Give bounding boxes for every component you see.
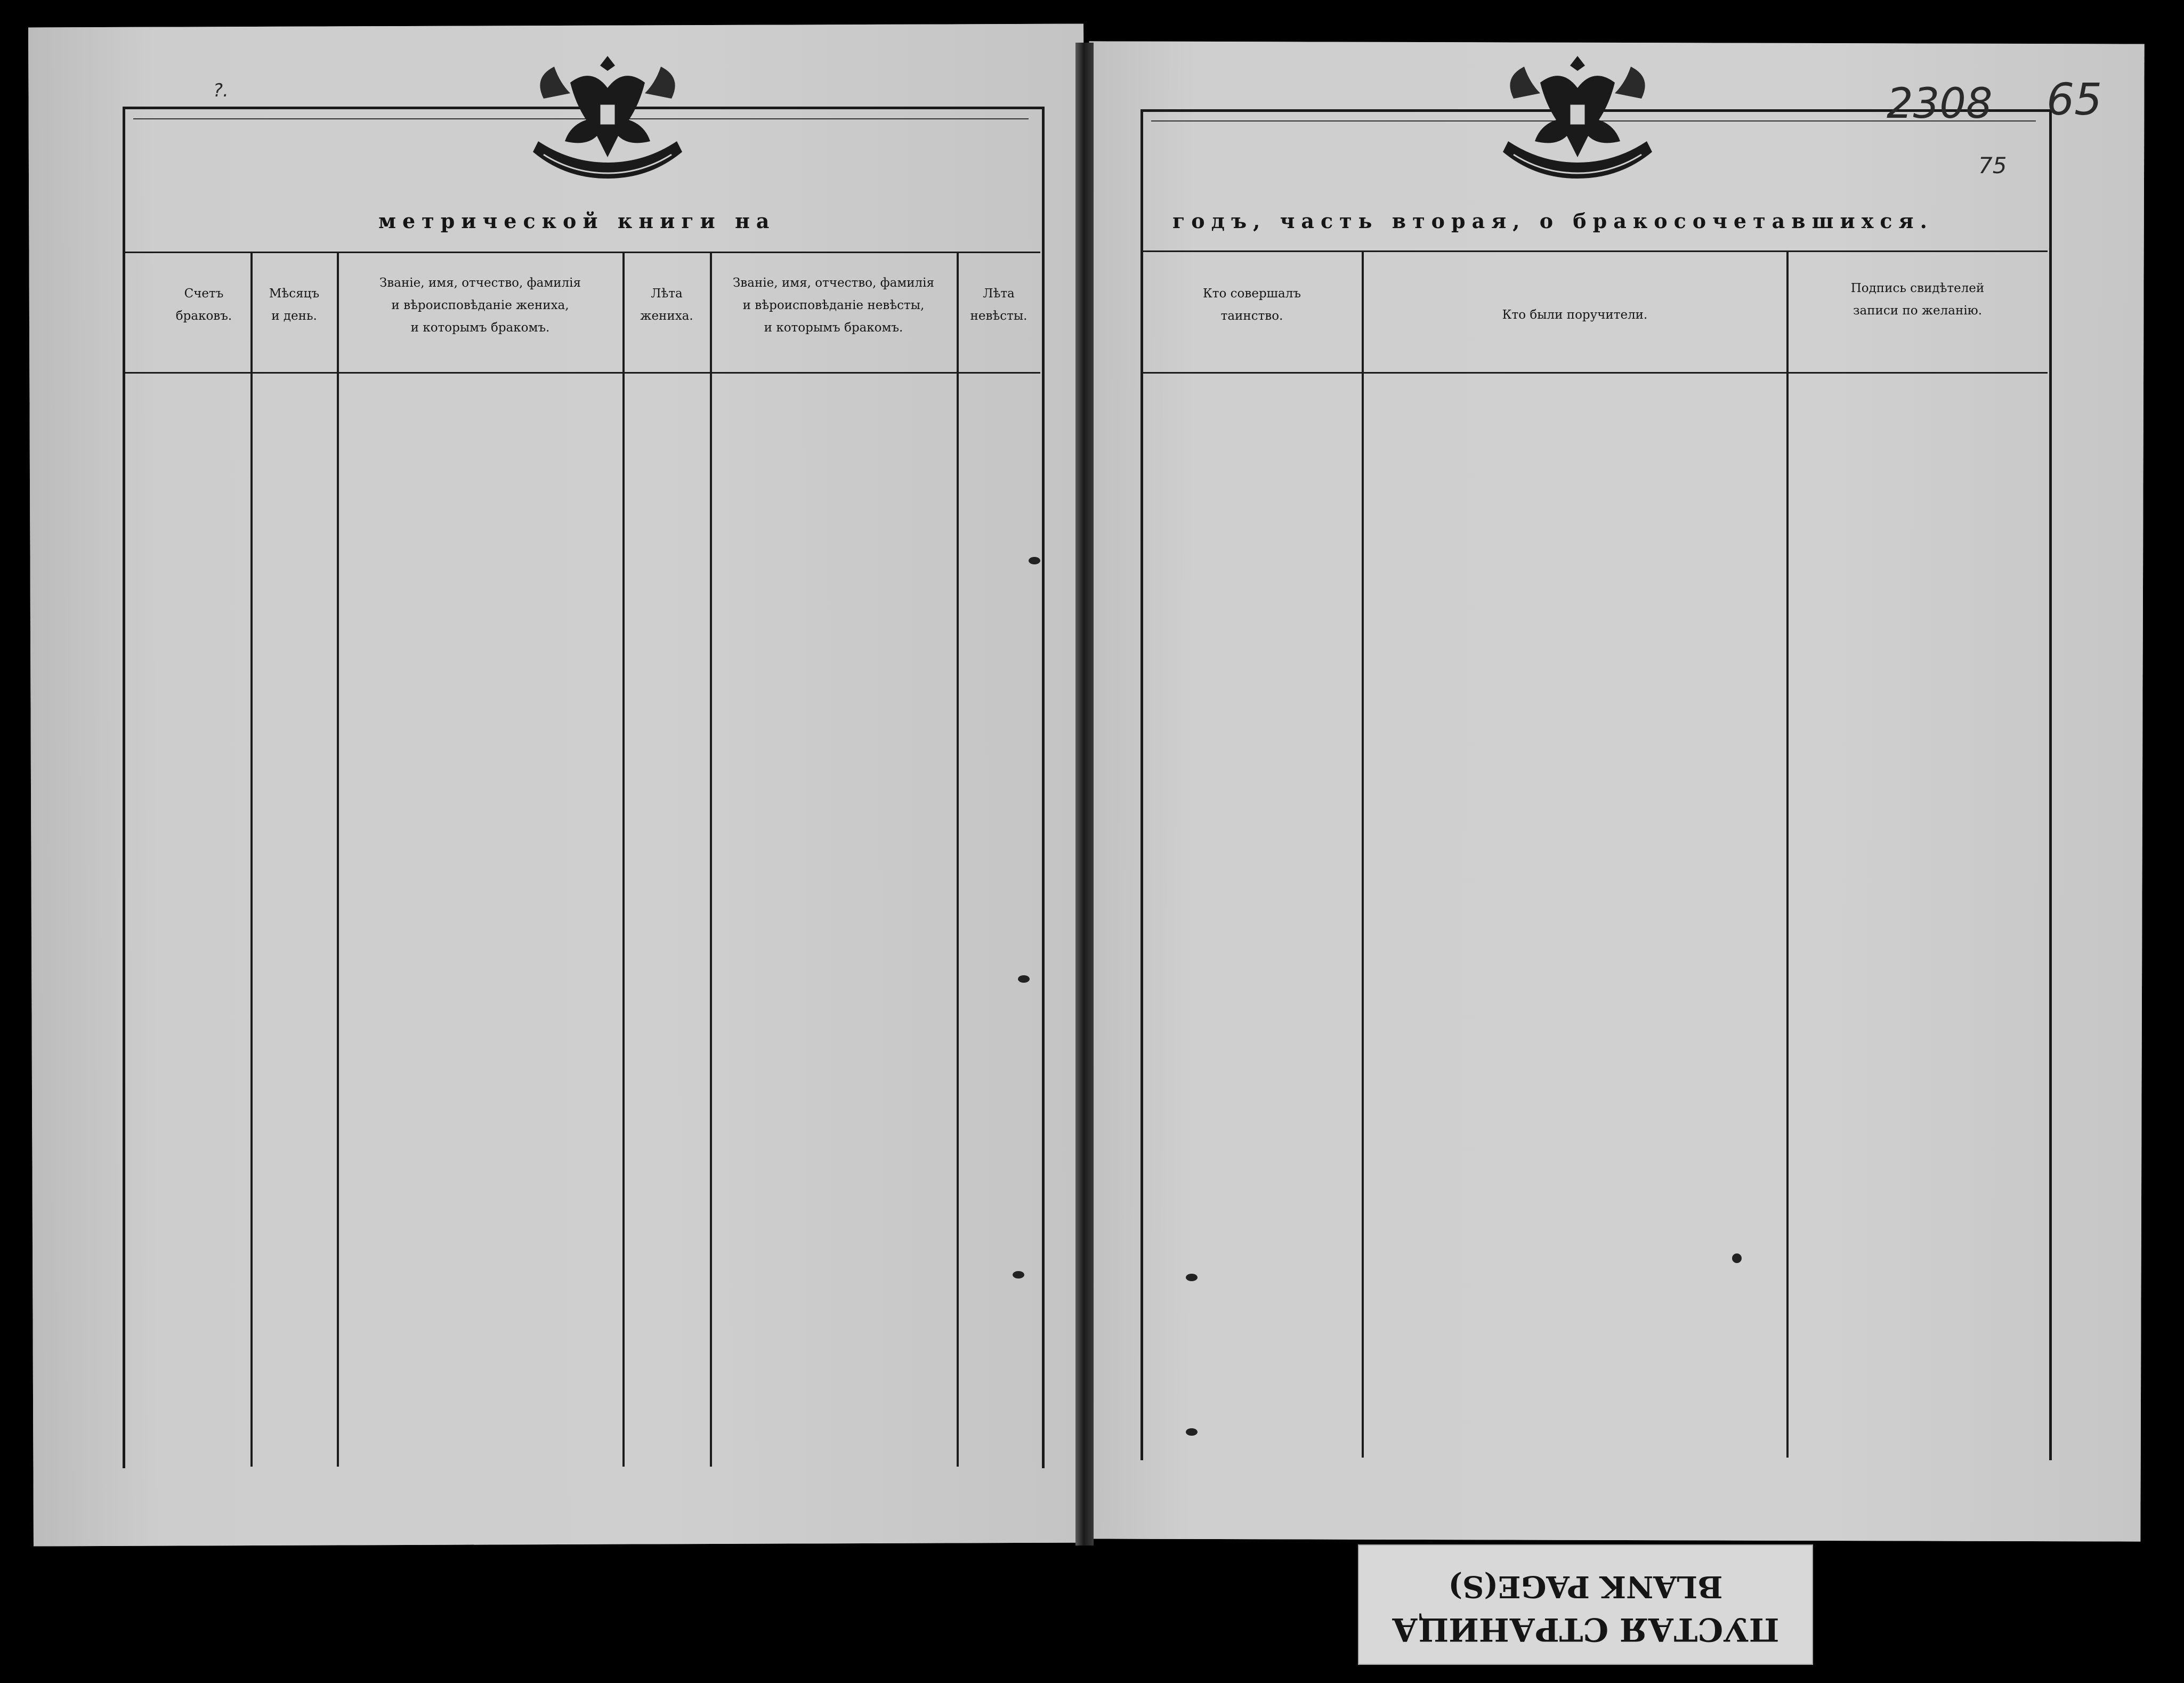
small-page-mark: 75 [1978, 152, 2007, 179]
handwritten-archive-number: 2308 [1887, 80, 1993, 128]
paper-damage-mark [1013, 1271, 1024, 1279]
book-gutter [1075, 43, 1094, 1546]
right-header-top-rule [1142, 250, 2048, 252]
left-page-title: метрической книги на [378, 209, 776, 233]
left-column-divider [710, 252, 712, 1467]
imperial-double-headed-eagle-icon [1492, 45, 1663, 195]
header-officiant: Кто совершалъ таинство. [1202, 287, 1301, 323]
left-header-bottom-rule [124, 372, 1040, 374]
paper-damage-mark [1186, 1428, 1198, 1436]
left-corner-mark: ?. [213, 80, 229, 101]
header-groom-age: Лѣта жениха. [640, 287, 693, 323]
header-marriage-count: Счетъ браковъ. [175, 287, 232, 323]
left-column-divider [337, 252, 339, 1467]
imperial-double-headed-eagle-icon [522, 45, 693, 195]
header-sponsors: Кто были поручители. [1502, 308, 1648, 322]
header-bride-details: Званіе, имя, отчество, фамилія и вѣроисповѣданіе невѣсты, и которымъ бракомъ. [732, 276, 935, 335]
left-column-divider [622, 252, 625, 1467]
header-groom-details: Званіе, имя, отчество, фамилія и вѣроисповѣданіе жениха, и которымъ бракомъ. [379, 276, 581, 335]
stamp-english-text: BLANK PAGE(S) [1448, 1569, 1723, 1604]
right-header-bottom-rule [1142, 372, 2048, 374]
right-page-title: годъ, часть вторая, о бракосочетавшихся. [1172, 209, 1934, 233]
right-column-divider [1786, 250, 1789, 1458]
header-bride-age: Лѣта невѣсты. [970, 287, 1028, 323]
header-witness-signatures: Подпись свидѣтелей записи по желанію. [1850, 281, 1985, 318]
stamp-russian-text: ПУСТАЯ СТРАНИЦА [1392, 1611, 1779, 1648]
blank-page-stamp [1358, 1544, 1813, 1665]
left-column-divider [250, 252, 253, 1467]
right-column-divider [1362, 250, 1364, 1458]
handwritten-folio-number: 65 [2047, 75, 2102, 125]
header-month-day: Мѣсяцъ и день. [269, 287, 320, 323]
paper-damage-mark [1029, 557, 1040, 564]
paper-damage-mark [1018, 975, 1030, 983]
paper-damage-mark [1732, 1253, 1742, 1263]
left-header-top-rule [124, 252, 1040, 253]
paper-damage-mark [1186, 1274, 1198, 1281]
left-column-divider [957, 252, 959, 1467]
